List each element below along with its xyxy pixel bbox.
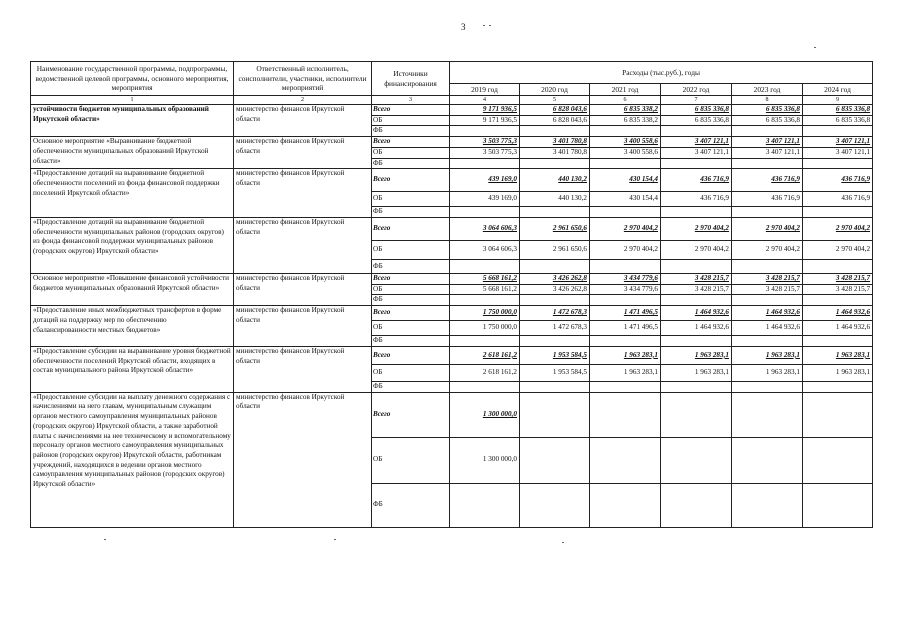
row-source: Всего (372, 137, 450, 148)
row-value: 3 428 215,7 (661, 284, 732, 295)
row-value: 3 400 558,6 (590, 147, 661, 158)
row-value: 1 953 584,5 (520, 346, 590, 364)
row-value: 2 618 161,2 (450, 346, 520, 364)
row-value (520, 381, 590, 392)
row-source: Всего (372, 218, 450, 241)
row-value: 6 835 336,8 (661, 105, 732, 116)
table-row (31, 169, 873, 192)
row-value: 3 401 780,8 (520, 137, 590, 148)
row-value (450, 336, 520, 347)
row-value: 3 503 775,3 (450, 137, 520, 148)
row-value: 436 716,9 (732, 192, 803, 207)
row-value (590, 158, 661, 169)
row-source: Всего (372, 306, 450, 321)
row-value (520, 392, 590, 437)
row-value: 3 434 779,6 (590, 274, 661, 285)
row-value (803, 207, 873, 218)
row-value: 3 407 121,1 (732, 147, 803, 158)
row-value (803, 336, 873, 347)
row-value: 1 300 000,0 (450, 437, 520, 483)
row-value: 2 961 650,6 (520, 218, 590, 241)
row-name: «Предоставление дотаций на выравнивание бюджетной обеспеченности муниципальных районов (городских округов) из фонда финансовой поддержки муниципальных районов (городских округов) Иркутской области» (31, 218, 234, 274)
row-value: 1 963 283,1 (803, 346, 873, 364)
row-responsible: министерство финансов Иркутской области (234, 137, 372, 169)
row-value: 3 428 215,7 (661, 274, 732, 285)
row-value: 439 169,0 (450, 169, 520, 192)
scan-speck (334, 539, 336, 540)
scan-speck (104, 539, 106, 540)
row-value: 3 401 780,8 (520, 147, 590, 158)
row-value: 9 171 936,5 (450, 115, 520, 126)
row-value: 3 407 121,1 (661, 147, 732, 158)
column-number: 5 (520, 96, 590, 105)
row-value (732, 437, 803, 483)
row-responsible: министерство финансов Иркутской области (234, 274, 372, 306)
row-value (803, 126, 873, 137)
row-name: «Предоставление дотаций на выравнивание бюджетной обеспеченности поселений из фонда финансовой поддержки поселений Иркутской области» (31, 169, 234, 218)
row-value (590, 381, 661, 392)
row-value (520, 483, 590, 527)
row-value: 1 963 283,1 (732, 364, 803, 381)
row-value: 3 428 215,7 (803, 284, 873, 295)
row-value: 2 970 404,2 (803, 241, 873, 260)
row-value (450, 483, 520, 527)
header-name: Наименование государственной программы, подпрограммы, ведомственной целевой программы, основного мероприятия, мероприятия (31, 62, 234, 96)
row-value: 3 064 606,3 (450, 218, 520, 241)
row-value (732, 207, 803, 218)
row-value: 3 428 215,7 (803, 274, 873, 285)
row-value: 2 970 404,2 (803, 218, 873, 241)
row-name: «Предоставление иных межбюджетных трансфертов в форме дотаций на поддержку мер по обеспечению сбалансированности местных бюджетов» (31, 306, 234, 347)
row-value: 440 130,2 (520, 169, 590, 192)
row-value: 2 970 404,2 (590, 241, 661, 260)
row-value (732, 158, 803, 169)
row-source: ФБ (372, 260, 450, 274)
row-value: 3 400 558,6 (590, 137, 661, 148)
row-value (732, 483, 803, 527)
header-year: 2022 год (661, 84, 732, 96)
row-value: 2 618 161,2 (450, 364, 520, 381)
row-value: 2 970 404,2 (732, 241, 803, 260)
row-value (661, 336, 732, 347)
row-source: Всего (372, 392, 450, 437)
row-value (450, 158, 520, 169)
row-responsible: министерство финансов Иркутской области (234, 169, 372, 218)
row-value: 3 426 262,8 (520, 274, 590, 285)
row-value (590, 483, 661, 527)
row-value: 6 835 336,8 (803, 105, 873, 116)
row-value: 1 471 496,5 (590, 306, 661, 321)
row-value (590, 126, 661, 137)
column-number: 9 (803, 96, 873, 105)
row-value: 1 471 496,5 (590, 321, 661, 336)
row-value: 3 407 121,1 (661, 137, 732, 148)
row-source: ОБ (372, 321, 450, 336)
row-value: 2 970 404,2 (590, 218, 661, 241)
column-number: 6 (590, 96, 661, 105)
row-value: 430 154,4 (590, 192, 661, 207)
row-source: Всего (372, 169, 450, 192)
row-value: 1 963 283,1 (803, 364, 873, 381)
row-value: 3 407 121,1 (732, 137, 803, 148)
table-row (31, 306, 873, 321)
row-value (661, 126, 732, 137)
header-year: 2023 год (732, 84, 803, 96)
table-row (31, 137, 873, 148)
row-source: Всего (372, 346, 450, 364)
table-row (31, 392, 873, 437)
row-value (590, 295, 661, 306)
row-value (661, 260, 732, 274)
scan-speck (483, 25, 485, 26)
row-value: 1 963 283,1 (590, 346, 661, 364)
page-number: 3 (461, 22, 466, 32)
row-value (590, 437, 661, 483)
row-value (732, 295, 803, 306)
row-value (661, 437, 732, 483)
row-name: устойчивости бюджетов муниципальных образований Иркутской области» (31, 105, 234, 137)
row-value (590, 392, 661, 437)
row-value: 1 963 283,1 (661, 364, 732, 381)
row-value: 439 169,0 (450, 192, 520, 207)
row-value: 1 464 932,6 (661, 306, 732, 321)
row-responsible: министерство финансов Иркутской области (234, 218, 372, 274)
row-value: 6 828 043,6 (520, 115, 590, 126)
header-expenses: Расходы (тыс.руб.), годы (450, 62, 873, 84)
table-row (31, 105, 873, 116)
scan-speck (814, 47, 816, 48)
row-source: ФБ (372, 336, 450, 347)
row-value: 6 835 336,8 (661, 115, 732, 126)
row-value: 3 426 262,8 (520, 284, 590, 295)
row-value (803, 483, 873, 527)
row-value: 1 472 678,3 (520, 306, 590, 321)
row-value (450, 260, 520, 274)
column-number: 8 (732, 96, 803, 105)
row-source: ОБ (372, 115, 450, 126)
row-value (803, 381, 873, 392)
row-value: 436 716,9 (803, 192, 873, 207)
row-value (661, 158, 732, 169)
row-source: Всего (372, 274, 450, 285)
header-source: Источники финансирования (372, 62, 450, 96)
row-value: 3 407 121,1 (803, 137, 873, 148)
row-value: 436 716,9 (803, 169, 873, 192)
row-value: 1 963 283,1 (661, 346, 732, 364)
row-value: 3 503 775,3 (450, 147, 520, 158)
row-value (803, 158, 873, 169)
header-year: 2020 год (520, 84, 590, 96)
header-year: 2024 год (803, 84, 873, 96)
row-value (732, 126, 803, 137)
table-row (31, 346, 873, 364)
row-value: 6 828 043,6 (520, 105, 590, 116)
row-value: 6 835 338,2 (590, 115, 661, 126)
row-value (732, 392, 803, 437)
row-responsible: министерство финансов Иркутской области (234, 346, 372, 392)
row-value: 1 464 932,6 (803, 306, 873, 321)
row-source: ФБ (372, 207, 450, 218)
row-value: 1 750 000,0 (450, 306, 520, 321)
row-source: ФБ (372, 295, 450, 306)
row-value (661, 483, 732, 527)
row-value: 440 130,2 (520, 192, 590, 207)
row-source: ОБ (372, 437, 450, 483)
row-value: 1 464 932,6 (732, 321, 803, 336)
row-value: 3 434 779,6 (590, 284, 661, 295)
row-value (450, 295, 520, 306)
row-value: 1 963 283,1 (732, 346, 803, 364)
column-number-row (31, 96, 873, 105)
scan-speck (489, 25, 491, 26)
row-value (661, 381, 732, 392)
row-value (661, 392, 732, 437)
row-source: ФБ (372, 381, 450, 392)
table-body (31, 105, 873, 528)
row-source: ОБ (372, 147, 450, 158)
row-value: 2 970 404,2 (661, 218, 732, 241)
row-name: Основное мероприятие «Выравнивание бюджетной обеспеченности муниципальных образований Иркутской области» (31, 137, 234, 169)
row-value (450, 381, 520, 392)
row-value: 6 835 338,2 (590, 105, 661, 116)
row-name: Основное мероприятие «Повышение финансовой устойчивости бюджетов муниципальных образований Иркутской области» (31, 274, 234, 306)
scan-speck (562, 542, 564, 543)
row-value (520, 336, 590, 347)
row-value: 430 154,4 (590, 169, 661, 192)
row-source: ФБ (372, 126, 450, 137)
row-value (732, 381, 803, 392)
row-value: 436 716,9 (661, 169, 732, 192)
header-year: 2019 год (450, 84, 520, 96)
row-value: 1 464 932,6 (732, 306, 803, 321)
row-value: 2 970 404,2 (732, 218, 803, 241)
column-number: 4 (450, 96, 520, 105)
row-value: 436 716,9 (661, 192, 732, 207)
row-value: 436 716,9 (732, 169, 803, 192)
row-value: 1 464 932,6 (803, 321, 873, 336)
column-number: 2 (234, 96, 372, 105)
column-number: 7 (661, 96, 732, 105)
row-value (520, 158, 590, 169)
row-source: ФБ (372, 483, 450, 527)
row-value (450, 126, 520, 137)
row-value: 3 064 606,3 (450, 241, 520, 260)
table-row (31, 274, 873, 285)
row-value: 2 970 404,2 (661, 241, 732, 260)
row-value (803, 392, 873, 437)
row-source: ОБ (372, 364, 450, 381)
row-value: 6 835 336,8 (732, 115, 803, 126)
row-value (732, 336, 803, 347)
row-value: 3 428 215,7 (732, 274, 803, 285)
row-value: 5 668 161,2 (450, 274, 520, 285)
row-value: 2 961 650,6 (520, 241, 590, 260)
row-value: 3 428 215,7 (732, 284, 803, 295)
header-responsible: Ответственный исполнитель, соисполнители, участники, исполнители мероприятий (234, 62, 372, 96)
row-value (450, 207, 520, 218)
row-value: 1 963 283,1 (590, 364, 661, 381)
row-value: 6 835 336,8 (803, 115, 873, 126)
row-value (803, 295, 873, 306)
row-value: 1 953 584,5 (520, 364, 590, 381)
row-value (520, 207, 590, 218)
row-value (661, 295, 732, 306)
row-value (590, 207, 661, 218)
row-value (661, 207, 732, 218)
row-value (590, 260, 661, 274)
row-value: 6 835 336,8 (732, 105, 803, 116)
row-value (590, 336, 661, 347)
row-responsible: министерство финансов Иркутской области (234, 392, 372, 527)
row-name: «Предоставление субсидии на выравнивание уровня бюджетной обеспеченности поселений Иркутской области, входящих в состав муниципального района Иркутской области» (31, 346, 234, 392)
row-value (520, 126, 590, 137)
row-source: ФБ (372, 158, 450, 169)
row-value: 3 407 121,1 (803, 147, 873, 158)
row-source: ОБ (372, 241, 450, 260)
row-name: «Предоставление субсидии на выплату денежного содержания с начислениями на него главам, муниципальным служащим органов местного самоуправления муниципальных районов (городских округов) Иркутской области, а также заработной платы с начислениями на нее техническому и вспомогательному персоналу органов местного самоуправления муниципальных районов (городских округов) Иркутской области, работникам учреждений, находящихся в ведении органов местного самоуправления муниципальных районов (городских округов) Иркутской области» (31, 392, 234, 527)
row-value (520, 437, 590, 483)
row-value: 1 750 000,0 (450, 321, 520, 336)
row-responsible: министерство финансов Иркутской области (234, 105, 372, 137)
row-value: 9 171 936,5 (450, 105, 520, 116)
row-value (803, 437, 873, 483)
row-value (803, 260, 873, 274)
row-value: 5 668 161,2 (450, 284, 520, 295)
row-value (520, 260, 590, 274)
row-source: ОБ (372, 192, 450, 207)
row-value: 1 472 678,3 (520, 321, 590, 336)
row-value: 1 464 932,6 (661, 321, 732, 336)
row-value (732, 260, 803, 274)
row-source: Всего (372, 105, 450, 116)
header-year: 2021 год (590, 84, 661, 96)
expenses-table (30, 61, 873, 528)
column-number: 3 (372, 96, 450, 105)
table-row (31, 218, 873, 241)
row-source: ОБ (372, 284, 450, 295)
row-responsible: министерство финансов Иркутской области (234, 306, 372, 347)
column-number: 1 (31, 96, 234, 105)
row-value (520, 295, 590, 306)
row-value: 1 300 000,0 (450, 392, 520, 437)
